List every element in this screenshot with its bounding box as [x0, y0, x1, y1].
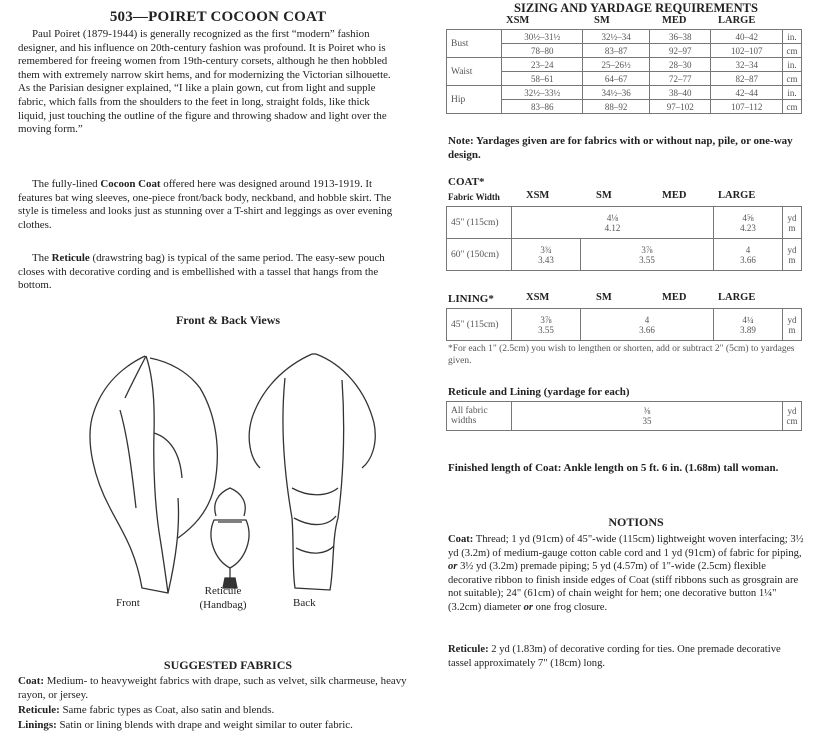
- coat-60-large: 4 3.66: [714, 239, 783, 271]
- unit-cm: cm: [783, 100, 802, 114]
- cell: 97–102: [649, 100, 711, 114]
- cell: 32–34: [711, 58, 783, 72]
- lining-section-title: LINING*: [448, 293, 494, 305]
- cell: 64–67: [583, 72, 650, 86]
- coat-size-large: LARGE: [718, 190, 756, 201]
- row-label-waist: Waist: [447, 58, 502, 86]
- coat-size-xsm: XSM: [526, 190, 550, 201]
- fabric-width-label: Fabric Width: [448, 192, 500, 202]
- sizing-title: SIZING AND YARDAGE REQUIREMENTS: [514, 1, 758, 15]
- reticule-units: yd cm: [783, 402, 802, 431]
- coat-paragraph: The fully-lined Cocoon Coat offered here was designed around 1913-1919. It features bat wing sleeves, one-piece front/back body, neckband, and hobble skirt. The style is timeless and looks just as stunning over a T-shirt and leggings as over evening clothes.: [18, 178, 393, 231]
- pattern-title: 503—POIRET COCOON COAT: [109, 9, 327, 25]
- reticule-yardage-table: [446, 401, 802, 431]
- cell: 82–87: [711, 72, 783, 86]
- yardage-note: Note: Yardages given are for fabrics with or without nap, pile, or one-way design.: [448, 135, 793, 161]
- finished-length: Finished length of Coat: Ankle length on 5 ft. 6 in. (1.68m) tall woman.: [448, 462, 779, 474]
- coat-row-60: 60" (150cm): [447, 239, 512, 271]
- back-coat-drawing: [249, 354, 375, 590]
- views-title: Front & Back Views: [175, 313, 281, 327]
- label-reticule: [198, 584, 248, 612]
- cell: 58–61: [502, 72, 583, 86]
- coat-45-xsm-sm: 4⅛ 4.12: [512, 207, 714, 239]
- lining-yardage-table: [446, 308, 802, 341]
- front-coat-drawing: [90, 356, 217, 593]
- lining-row-45: 45" (115cm): [447, 309, 512, 341]
- reticule-row-label: All fabric widths: [447, 402, 512, 431]
- row-label-hip: Hip: [447, 86, 502, 114]
- coat-size-sm: SM: [596, 190, 612, 201]
- cell: 36–38: [649, 30, 711, 44]
- label-back: Back: [293, 597, 316, 609]
- cell: 32½–33½: [502, 86, 583, 100]
- cell: 88–92: [583, 100, 650, 114]
- cell: 23–24: [502, 58, 583, 72]
- coat-60-xsm: 3¾ 3.43: [512, 239, 581, 271]
- lining-xsm: 3⅞ 3.55: [512, 309, 581, 341]
- lining-large: 4¼ 3.89: [714, 309, 783, 341]
- coat-units: yd m: [783, 239, 802, 271]
- lining-sm-med: 4 3.66: [581, 309, 714, 341]
- measurement-table: [446, 29, 802, 114]
- coat-row-45: 45" (115cm): [447, 207, 512, 239]
- cell: 72–77: [649, 72, 711, 86]
- label-reticule-line2: (Handbag): [199, 599, 247, 611]
- footnote: *For each 1" (2.5cm) you wish to lengthen or shorten, add or subtract 2" (5cm) to yardages given.: [448, 344, 795, 366]
- cell: 78–80: [502, 44, 583, 58]
- unit-in: in.: [783, 30, 802, 44]
- cell: 32½–34: [583, 30, 650, 44]
- notions-coat: Coat: Thread; 1 yd (91cm) of 45"-wide (115cm) lightweight woven interfacing; 3½ yd (3.2m) of medium-gauge cotton cable cord and 1 yd (91cm) of fabric for piping, or 3½ yd (3.2m) premade piping; 5 yd (4.57m) of 1"-wide (2.5cm) flexible decorative ribbon to finish inside edges of Coat (stiff ribbons such as grosgrain are not suitable); 24" (61cm) of chain weight for hem; one decorative button 1¼" (3.2cm) diameter or one frog closure.: [448, 534, 804, 613]
- coat-units: yd m: [783, 207, 802, 239]
- coat-size-med: MED: [662, 190, 687, 201]
- reticule-section-title: Reticule and Lining (yardage for each): [448, 386, 630, 398]
- intro-paragraph: Paul Poiret (1879-1944) is generally recognized as the first “modern” fashion designer, and his influence on 20th-century fashion was profound. It is Poiret who is remembered for freeing women from 19th-century corsets, although he then hobbled them with extremely narrow skirt hems, and for modernizing the Victorian silhouette. As the Parisian designer explained, “I like a plain gown, cut from light and supple fabric, which falls from the shoulders to the feet in long, straight folds, like thick liquid, just touching the outline of the figure and throwing shadow and light over the moving form.”: [18, 28, 391, 136]
- cell: 40–42: [711, 30, 783, 44]
- unit-in: in.: [783, 86, 802, 100]
- coat-yardage-table: [446, 206, 802, 271]
- cell: 25–26½: [583, 58, 650, 72]
- fabrics-title: SUGGESTED FABRICS: [163, 658, 293, 672]
- lining-size-med: MED: [662, 292, 687, 303]
- size-xsm: XSM: [506, 15, 530, 26]
- coat-section-title: COAT*: [448, 176, 485, 188]
- notions-reticule: Reticule: 2 yd (1.83m) of decorative cording for ties. One premade decorative tassel approximately 7" (18cm) long.: [448, 644, 781, 669]
- unit-in: in.: [783, 58, 802, 72]
- label-reticule-line1: Reticule: [204, 585, 242, 597]
- cell: 83–86: [502, 100, 583, 114]
- size-med: MED: [662, 15, 687, 26]
- reticule-paragraph: The Reticule (drawstring bag) is typical of the same period. The easy-sew pouch closes with decorative cording and is embellished with a tassel that hangs from the bottom.: [18, 252, 385, 292]
- cell: 34½–36: [583, 86, 650, 100]
- size-sm: SM: [594, 15, 610, 26]
- reticule-drawing: [211, 488, 249, 588]
- coat-60-sm-med: 3⅞ 3.55: [581, 239, 714, 271]
- cell: 92–97: [649, 44, 711, 58]
- notions-title: NOTIONS: [608, 515, 664, 529]
- unit-cm: cm: [783, 72, 802, 86]
- lining-size-large: LARGE: [718, 292, 756, 303]
- coat-45-med-large: 4⅝ 4.23: [714, 207, 783, 239]
- lining-units: yd m: [783, 309, 802, 341]
- cell: 28–30: [649, 58, 711, 72]
- lining-size-xsm: XSM: [526, 292, 550, 303]
- row-label-bust: Bust: [447, 30, 502, 58]
- cell: 30½–31½: [502, 30, 583, 44]
- unit-cm: cm: [783, 44, 802, 58]
- reticule-value: ⅜ 35: [512, 402, 783, 431]
- fabric-reticule: Reticule: Same fabric types as Coat, also satin and blends.: [18, 704, 275, 716]
- cell: 42–44: [711, 86, 783, 100]
- cell: 107–112: [711, 100, 783, 114]
- cell: 38–40: [649, 86, 711, 100]
- fabric-linings: Linings: Satin or lining blends with drape and weight similar to outer fabric.: [18, 719, 353, 731]
- label-front: Front: [116, 597, 140, 609]
- size-large: LARGE: [718, 15, 756, 26]
- coat-illustration: [80, 338, 380, 600]
- lining-size-sm: SM: [596, 292, 612, 303]
- fabric-coat: Coat: Medium- to heavyweight fabrics with drape, such as velvet, silk charmeuse, heavy rayon, or jersey.: [18, 675, 407, 701]
- cell: 83–87: [583, 44, 650, 58]
- cell: 102–107: [711, 44, 783, 58]
